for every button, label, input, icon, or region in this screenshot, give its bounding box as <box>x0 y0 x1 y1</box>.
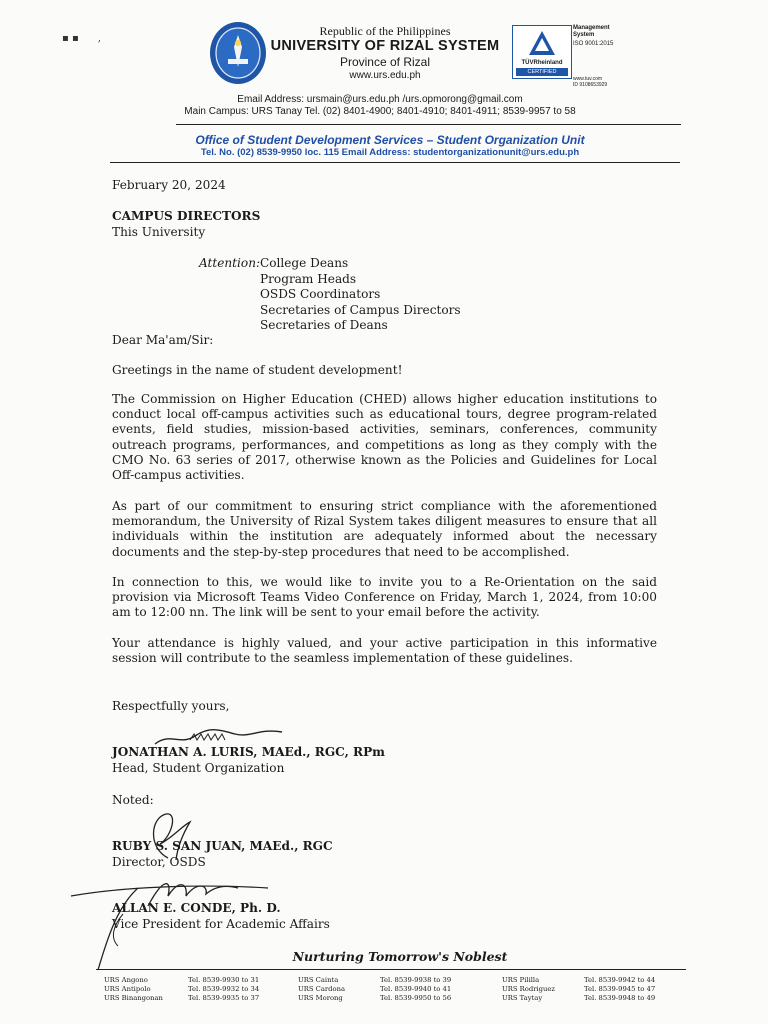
noted-label: Noted: <box>112 793 154 807</box>
campus-column <box>104 976 265 1003</box>
campus-name: URS Binangonan <box>104 994 163 1002</box>
cert-system-title: Management System <box>573 25 610 38</box>
university-seal-icon <box>209 21 267 85</box>
paragraph-invitation: In connection to this, we would like to invite you to a Re-Orientation on the said provision via Microsoft Teams Video Conference on Friday, March 1, 2024, from 10:00 am to 12:00 nn. The link will be sent to your email before the activity. <box>112 575 657 620</box>
signatory-title: Director, OSDS <box>112 854 206 869</box>
campus-tel: Tel. 8539-9938 to 39 <box>380 976 452 984</box>
office-divider <box>110 162 680 163</box>
campus-line: Main Campus: URS Tanay Tel. (02) 8401-4900; 8401-4910; 8401-4911; 8539-9957 to 58 <box>184 106 576 117</box>
campus-tel: Tel. 8539-9940 to 41 <box>380 985 452 993</box>
email-line: Email Address: ursmain@urs.edu.ph /urs.opmorong@gmail.com <box>237 94 523 105</box>
campus-name: URS Antipolo <box>104 985 151 993</box>
scan-marks: ▪ ▪ , <box>62 33 101 44</box>
attention-item: Secretaries of Campus Directors <box>260 302 461 317</box>
campus-name: URS Taytay <box>502 994 543 1002</box>
attention-list <box>260 256 461 334</box>
signatory-name: RUBY S. SAN JUAN, MAEd., RGC <box>112 839 333 853</box>
tuv-triangle-icon <box>513 26 571 60</box>
recipient: CAMPUS DIRECTORS <box>112 209 261 223</box>
signatory-title: Vice President for Academic Affairs <box>112 916 330 931</box>
cert-iso: ISO 9001:2015 <box>573 41 614 47</box>
campus-column <box>298 976 457 1003</box>
province-text: Province of Rizal <box>339 55 431 69</box>
campus-name: URS Angono <box>104 976 148 984</box>
campus-tel: Tel. 8539-9950 to 56 <box>380 994 452 1002</box>
closing: Respectfully yours, <box>112 699 230 713</box>
campus-tel: Tel. 8539-9935 to 37 <box>188 994 260 1002</box>
certified-label: CERTIFIED <box>516 68 568 76</box>
greeting: Greetings in the name of student development! <box>112 363 403 377</box>
signatory-title: Head, Student Organization <box>112 760 285 775</box>
attention-item: Secretaries of Deans <box>260 318 388 332</box>
footer-divider <box>96 969 686 970</box>
attention-item: Program Heads <box>260 271 357 286</box>
campus-name: URS Cainta <box>298 976 339 984</box>
cert-url: www.tuv.com <box>573 76 603 82</box>
salutation: Dear Ma'am/Sir: <box>112 333 214 347</box>
campus-column <box>502 976 661 1003</box>
recipient-sub: This University <box>112 224 206 239</box>
campus-tel: Tel. 8539-9945 to 47 <box>584 985 656 993</box>
office-name: Office of Student Development Services – Student Organization Unit <box>195 133 585 147</box>
campus-name: URS Morong <box>298 994 343 1002</box>
signatory-name: JONATHAN A. LURIS, MAEd., RGC, RPm <box>112 745 385 759</box>
campus-name: URS Pililla <box>502 976 540 984</box>
signatory-name: ALLAN E. CONDE, Ph. D. <box>112 901 281 915</box>
attention-item: OSDS Coordinators <box>260 287 381 301</box>
campus-tel: Tel. 8539-9932 to 34 <box>188 985 260 993</box>
motto: Nurturing Tomorrow's Noblest <box>292 949 508 964</box>
letter-date: February 20, 2024 <box>112 178 226 192</box>
attention-label: Attention: <box>199 256 261 270</box>
header-divider <box>176 124 681 125</box>
campus-tel: Tel. 8539-9942 to 44 <box>584 976 656 984</box>
cert-id: ID 9108653929 <box>573 82 608 88</box>
campus-name: URS Cardona <box>298 985 346 993</box>
website-text: www.urs.edu.ph <box>349 70 421 81</box>
tuv-brand: TÜVRheinland <box>521 60 563 66</box>
paragraph-attendance: Your attendance is highly valued, and your active participation in this informative session will contribute to the seamless implementation of these guidelines. <box>112 636 657 666</box>
campus-tel: Tel. 8539-9948 to 49 <box>584 994 656 1002</box>
campus-tel: Tel. 8539-9930 to 31 <box>188 976 260 984</box>
university-name: UNIVERSITY OF RIZAL SYSTEM <box>270 38 500 54</box>
certification-badge <box>512 25 572 79</box>
paragraph-ched: The Commission on Higher Education (CHED) allows higher education institutions to conduct local off-campus activities such as educational tours, degree program-related events, field studies, mission-based activities, seminars, conferences, community outreach programs, performances, and competitions as long as they comply with the CMO No. 63 series of 2017, otherwise known as the Policies and Guidelines for Local Off-campus activities. <box>112 392 657 483</box>
attention-item: College Deans <box>260 256 349 270</box>
office-contact: Tel. No. (02) 8539-9950 loc. 115 Email Address: studentorganizationunit@urs.edu.ph <box>200 147 580 158</box>
republic-text: Republic of the Philippines <box>319 24 451 38</box>
paragraph-commitment: As part of our commitment to ensuring strict compliance with the aforementioned memorandum, the University of Rizal System takes diligent measures to ensure that all individuals within the institution are adequately informed about the necessary documents and the step-by-step procedures that need to be accomplished. <box>112 499 657 559</box>
campus-name: URS Rodriguez <box>502 985 555 993</box>
